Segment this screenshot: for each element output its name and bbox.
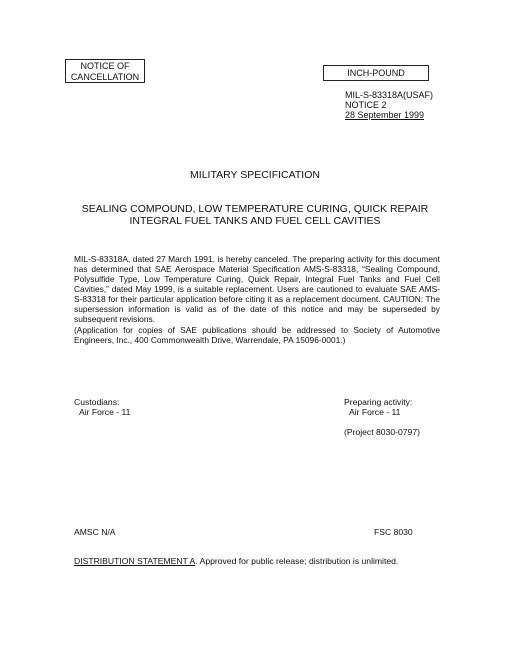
custodians-block [74,397,130,417]
distribution-statement-text: . Approved for public release; distribution is unlimited. [195,556,399,566]
distribution-statement [74,556,398,566]
preparing-activity-block [344,397,420,437]
cancellation-box-line-2: CANCELLATION [70,72,140,82]
subtitle-line-2: INTEGRAL FUEL TANKS AND FUEL CELL CAVITIES [129,215,381,227]
document-identifiers [345,90,433,120]
cancellation-box-line-1: NOTICE OF [80,61,130,71]
notice-of-cancellation-box [65,59,145,83]
custodians-label: Custodians: [74,397,120,407]
project-number: (Project 8030-0797) [344,427,420,437]
inch-pound-label: INCH-POUND [347,68,405,78]
spec-number: MIL-S-83318A(USAF) [345,90,434,100]
fsc-label: FSC 8030 [374,527,413,537]
amsc-label: AMSC N/A [74,527,116,537]
inch-pound-box [323,65,429,81]
preparing-activity-value: Air Force - 11 [349,407,401,417]
preparing-activity-label: Preparing activity: [344,397,413,407]
custodians-value: Air Force - 11 [79,407,131,417]
cancellation-paragraph: MIL-S-83318A, dated 27 March 1991, is hereby canceled. The preparing activity for this document has determined that SAE Aerospace Material Specification AMS-S-83318, “Sealing Compound, Polysulfide Type, Low Temperature Curing, Quick Repair, Integral Fuel Tanks and Fuel Cell Cavities,” dated May 1999, is a suitable replacement. Users are cautioned to evaluate SAE AMS-S-83318 for their particular application before citing it as a replacement document. CAUTION: The supersession information is valid as of the date of this notice and may be superseded by subsequent revisions. [74,254,440,324]
distribution-statement-label: DISTRIBUTION STATEMENT A [74,556,196,566]
subtitle-line-1: SEALING COMPOUND, LOW TEMPERATURE CURING, QUICK REPAIR [81,203,429,215]
application-paragraph: (Application for copies of SAE publications should be addressed to Society of Automotive Engineers, Inc., 400 Commonwealth Drive, Warrendale, PA 15096-0001.) [74,325,440,345]
document-subtitle [0,203,510,227]
notice-date: 28 September 1999 [345,110,425,120]
document-title: MILITARY SPECIFICATION [190,169,320,181]
notice-number: NOTICE 2 [345,100,387,110]
